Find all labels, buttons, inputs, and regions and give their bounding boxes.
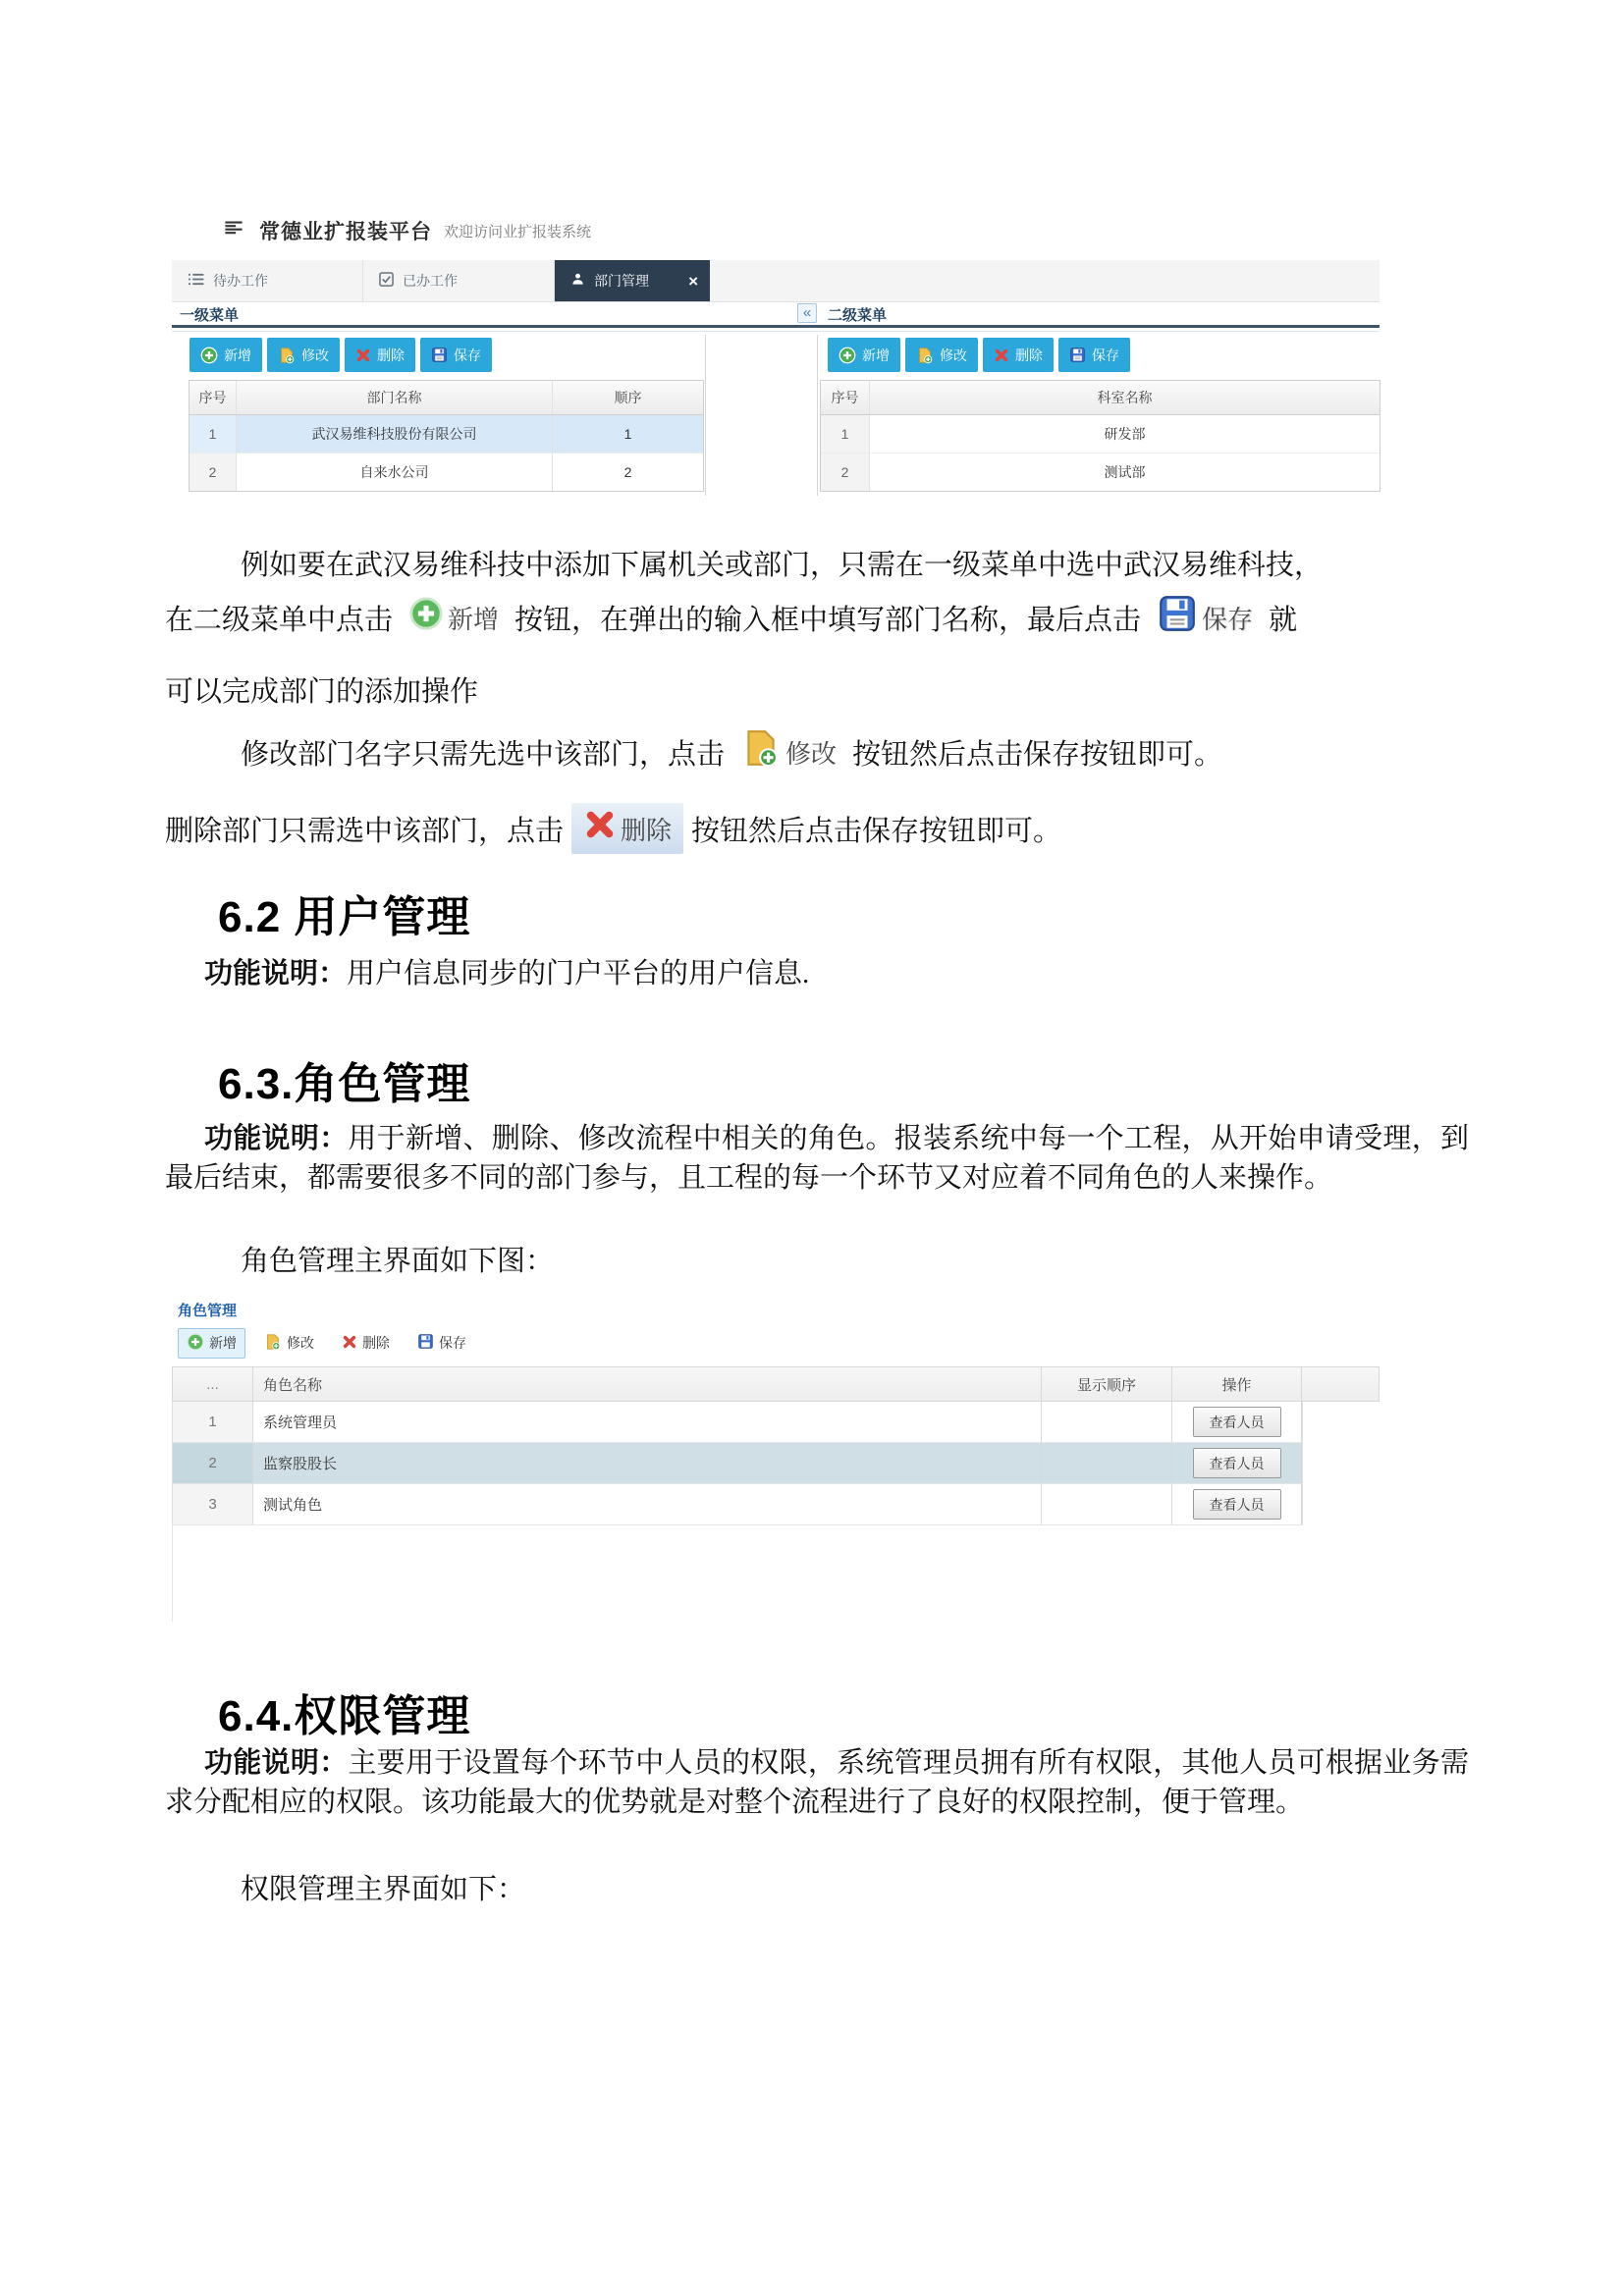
row-num: 1 bbox=[821, 415, 870, 453]
tab-todo-work[interactable] bbox=[172, 260, 363, 301]
delete-button-label: 删除 bbox=[377, 347, 405, 363]
heading-permission-mgmt: 6.4.权限管理 bbox=[218, 1692, 471, 1740]
save-icon bbox=[417, 1333, 434, 1353]
collapse-icon[interactable]: « bbox=[797, 303, 817, 323]
org-icon bbox=[570, 272, 585, 290]
role-name-cell: 系统管理员 bbox=[253, 1402, 1042, 1442]
edit-icon bbox=[278, 347, 296, 364]
edit-button[interactable] bbox=[255, 1328, 323, 1359]
func-desc-label: 功能说明： bbox=[204, 958, 348, 989]
save-icon-label: 保存 bbox=[1202, 604, 1254, 634]
office-name-cell: 测试部 bbox=[1104, 464, 1146, 480]
text-segment: 在二级菜单中点击 bbox=[165, 604, 394, 636]
action-cell bbox=[1172, 1484, 1302, 1524]
edit-button-label: 修改 bbox=[301, 347, 329, 363]
text-segment: 修改部门名字只需先选中该部门，点击 bbox=[241, 738, 726, 771]
column-header-spacer bbox=[1302, 1367, 1379, 1401]
row-num: 2 bbox=[821, 454, 870, 491]
app-subtitle: 欢迎访问业扩报装系统 bbox=[444, 223, 592, 240]
paragraph-role-mgmt bbox=[165, 1119, 1469, 1198]
table-header bbox=[189, 381, 703, 415]
paragraph-user-mgmt bbox=[165, 954, 1469, 993]
inline-delete-button-image bbox=[571, 803, 683, 854]
paragraph-add-steps bbox=[165, 587, 1467, 648]
column-header-name: 部门名称 bbox=[237, 381, 553, 414]
view-people-button[interactable]: 查看人员 bbox=[1193, 1448, 1281, 1478]
table-row[interactable] bbox=[821, 454, 1380, 491]
panel-divider bbox=[705, 335, 706, 496]
delete-button[interactable] bbox=[983, 338, 1054, 372]
edit-icon bbox=[740, 727, 782, 776]
office-table bbox=[820, 380, 1380, 492]
panel-title-underline bbox=[172, 325, 1380, 328]
paragraph-edit-steps bbox=[165, 722, 1467, 781]
save-icon bbox=[431, 347, 448, 363]
view-people-button[interactable]: 查看人员 bbox=[1193, 1489, 1281, 1520]
add-button-label: 新增 bbox=[862, 347, 890, 363]
heading-role-mgmt: 6.3.角色管理 bbox=[218, 1060, 471, 1108]
table-row[interactable] bbox=[172, 1484, 1303, 1525]
order-cell bbox=[1042, 1484, 1172, 1524]
list-icon bbox=[188, 273, 204, 289]
view-people-button[interactable]: 查看人员 bbox=[1193, 1407, 1281, 1437]
left-panel-toolbar bbox=[189, 338, 492, 372]
add-button[interactable] bbox=[189, 338, 262, 372]
order-cell: 1 bbox=[623, 426, 632, 442]
add-button[interactable] bbox=[828, 338, 900, 372]
action-cell bbox=[1172, 1402, 1302, 1442]
table-header bbox=[821, 381, 1380, 415]
tab-label: 已办工作 bbox=[403, 273, 458, 289]
table-row[interactable] bbox=[172, 1402, 1303, 1443]
heading-user-mgmt: 6.2 用户管理 bbox=[218, 893, 471, 941]
save-button[interactable] bbox=[1058, 338, 1130, 372]
tab-label: 部门管理 bbox=[594, 273, 649, 289]
delete-icon bbox=[583, 808, 617, 849]
func-desc-label: 功能说明： bbox=[204, 1123, 349, 1154]
edit-icon bbox=[264, 1333, 282, 1354]
dept-name-cell: 自来水公司 bbox=[237, 454, 553, 491]
add-icon bbox=[839, 347, 856, 364]
order-cell bbox=[1042, 1402, 1172, 1442]
paragraph-permission-mgmt bbox=[165, 1743, 1469, 1822]
caption-permission-ui: 权限管理主界面如下： bbox=[241, 1874, 526, 1905]
column-header-num: ... bbox=[173, 1367, 253, 1401]
save-icon bbox=[1069, 347, 1086, 363]
app-title: 常德业扩报装平台 bbox=[259, 221, 432, 243]
column-header-order: 显示顺序 bbox=[1042, 1367, 1172, 1401]
edit-icon-label: 修改 bbox=[785, 738, 838, 769]
column-header-num: 序号 bbox=[821, 381, 870, 414]
delete-icon-label: 删除 bbox=[621, 815, 673, 845]
tab-dept-mgmt[interactable] bbox=[555, 260, 710, 301]
paragraph-add-finish: 可以完成部门的添加操作 bbox=[165, 676, 479, 708]
left-panel-title: 一级菜单 bbox=[180, 307, 240, 324]
save-button-label: 保存 bbox=[439, 1335, 466, 1351]
delete-icon bbox=[994, 347, 1009, 363]
text-segment: 删除部门只需选中该部门，点击 bbox=[165, 815, 565, 847]
table-body-extension bbox=[172, 1525, 1304, 1622]
delete-icon bbox=[355, 347, 371, 363]
check-icon bbox=[379, 272, 394, 290]
func-desc-text: 主要用于设置每个环节中人员的权限，系统管理员拥有所有权限，其他人员可根据业务需求分配相应的权限。该功能最大的优势就是对整个流程进行了良好的权限控制，便于管理。 bbox=[165, 1747, 1469, 1818]
order-cell bbox=[1042, 1443, 1172, 1483]
inline-edit-button-image bbox=[740, 727, 837, 776]
panel-title-underline-light bbox=[172, 331, 1380, 332]
text-segment: 按钮，在弹出的输入框中填写部门名称，最后点击 bbox=[514, 604, 1142, 636]
dept-table bbox=[189, 380, 704, 492]
save-button-label: 保存 bbox=[1092, 347, 1119, 363]
role-name-cell: 监察股股长 bbox=[253, 1443, 1042, 1483]
func-desc-label: 功能说明： bbox=[204, 1747, 349, 1779]
edit-button-label: 修改 bbox=[287, 1335, 314, 1351]
role-toolbar bbox=[178, 1327, 475, 1359]
order-cell: 2 bbox=[623, 464, 632, 480]
delete-button-label: 删除 bbox=[1015, 347, 1043, 363]
right-panel-title: 二级菜单 bbox=[828, 307, 888, 324]
text-segment: 就 bbox=[1269, 604, 1298, 636]
role-name-cell: 测试角色 bbox=[253, 1484, 1042, 1524]
office-name-cell: 研发部 bbox=[1104, 426, 1146, 442]
close-icon[interactable]: × bbox=[688, 271, 698, 291]
delete-button[interactable] bbox=[345, 338, 415, 372]
right-panel-toolbar bbox=[828, 338, 1130, 372]
add-icon bbox=[200, 347, 218, 364]
save-icon bbox=[1157, 593, 1198, 642]
app-header bbox=[224, 216, 591, 245]
role-mgmt-title: 角色管理 bbox=[178, 1303, 238, 1319]
add-icon bbox=[408, 596, 444, 639]
table-header bbox=[172, 1366, 1380, 1402]
save-button[interactable] bbox=[420, 338, 492, 372]
row-num: 1 bbox=[173, 1402, 253, 1442]
save-button-label: 保存 bbox=[454, 347, 481, 363]
column-header-action: 操作 bbox=[1172, 1367, 1302, 1401]
table-row[interactable] bbox=[172, 1443, 1303, 1484]
func-desc-text: 用于新增、删除、修改流程中相关的角色。报装系统中每一个工程，从开始申请受理，到最后结束，都需要很多不同的部门参与，且工程的每一个环节又对应着不同角色的人来操作。 bbox=[165, 1123, 1469, 1194]
add-button[interactable] bbox=[178, 1328, 245, 1359]
delete-icon bbox=[342, 1334, 357, 1353]
dept-name-cell: 武汉易维科技股份有限公司 bbox=[237, 415, 553, 453]
table-row[interactable] bbox=[189, 415, 703, 454]
row-num: 2 bbox=[189, 454, 237, 491]
column-header-role-name: 角色名称 bbox=[253, 1367, 1042, 1401]
column-header-order: 顺序 bbox=[614, 390, 642, 405]
save-button[interactable] bbox=[408, 1328, 475, 1358]
row-num: 2 bbox=[173, 1443, 253, 1483]
delete-button[interactable] bbox=[333, 1328, 399, 1358]
tab-label: 待办工作 bbox=[213, 273, 268, 289]
add-button-label: 新增 bbox=[224, 347, 251, 363]
panel-divider bbox=[817, 335, 818, 496]
table-row[interactable] bbox=[189, 454, 703, 491]
tab-done-work[interactable] bbox=[363, 260, 555, 301]
dept-mgmt-screenshot bbox=[172, 260, 1380, 506]
add-button-label: 新增 bbox=[209, 1335, 237, 1351]
text-segment: 按钮然后点击保存按钮即可。 bbox=[852, 738, 1223, 771]
caption-role-ui: 角色管理主界面如下图： bbox=[241, 1246, 555, 1277]
inline-add-button-image bbox=[408, 596, 499, 639]
inline-save-button-image bbox=[1157, 593, 1253, 642]
column-header-num: 序号 bbox=[189, 381, 237, 414]
add-icon-label: 新增 bbox=[448, 604, 500, 634]
row-num: 3 bbox=[173, 1484, 253, 1524]
table-row[interactable] bbox=[821, 415, 1380, 454]
paragraph-delete-steps bbox=[165, 799, 1467, 858]
delete-button-label: 删除 bbox=[362, 1335, 390, 1351]
column-header-name: 科室名称 bbox=[1097, 390, 1153, 405]
edit-button[interactable] bbox=[267, 338, 340, 372]
action-cell bbox=[1172, 1443, 1302, 1483]
text-segment: 按钮然后点击保存按钮即可。 bbox=[691, 815, 1062, 847]
edit-button[interactable] bbox=[905, 338, 978, 372]
edit-button-label: 修改 bbox=[940, 347, 967, 363]
row-num: 1 bbox=[189, 415, 237, 453]
edit-icon bbox=[916, 347, 934, 364]
paragraph-add-example: 例如要在武汉易维科技中添加下属机关或部门，只需在一级菜单中选中武汉易维科技， bbox=[241, 550, 1324, 581]
role-mgmt-screenshot bbox=[172, 1298, 1380, 1631]
add-icon bbox=[187, 1333, 204, 1354]
func-desc-text: 用户信息同步的门户平台的用户信息. bbox=[347, 958, 810, 989]
role-table bbox=[172, 1366, 1380, 1525]
tab-bar bbox=[172, 260, 1380, 302]
app-menu-icon bbox=[224, 221, 244, 240]
